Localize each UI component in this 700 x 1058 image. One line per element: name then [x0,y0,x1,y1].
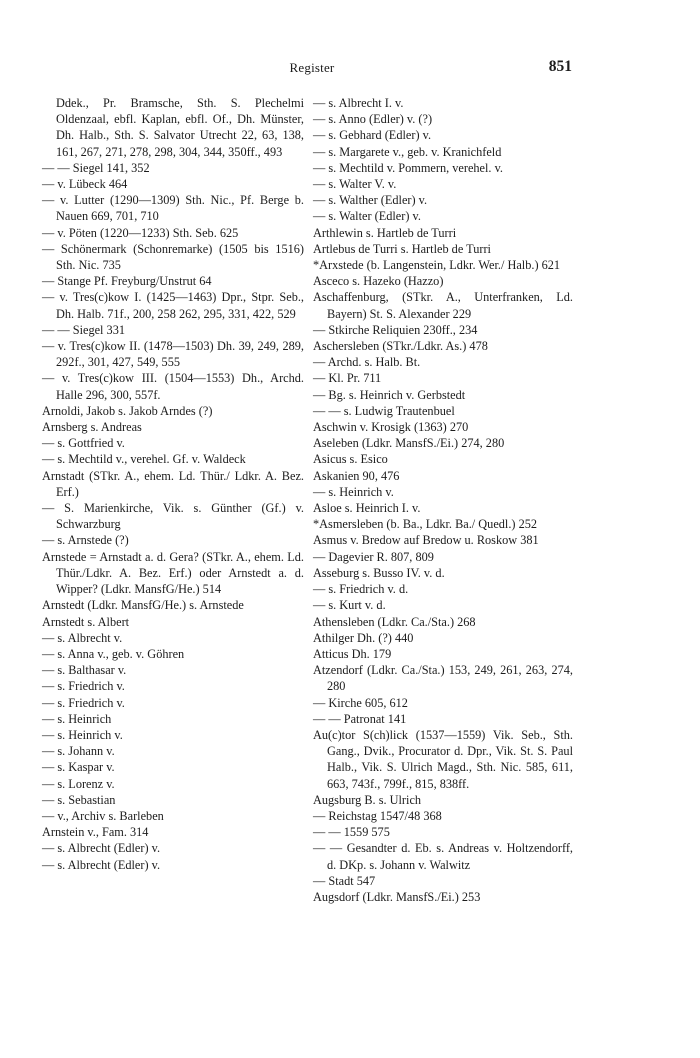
index-entry: — — 1559 575 [313,825,390,840]
index-entry: Arnstedt (Ldkr. MansfG/He.) s. Arnstede [42,598,244,613]
index-entry: — s. Friedrich v. d. [313,582,409,597]
index-entry: — s. Friedrich v. [42,695,125,710]
index-entry: Arnstede = Arnstadt a. d. Gera? (STkr. A., ehem. Ld. Thür./Ldkr. A. Bez. Erf.) oder Arnstedt a. d. Wipper? (Ldkr. MansfG/He.) 514 [42,549,304,597]
index-entry: — s. Gebhard (Edler) v. [313,128,432,143]
index-entry: Arthlewin s. Hartleb de Turri [313,225,457,240]
index-entry: — s. Walter (Edler) v. [313,209,421,224]
page-header [52,60,572,78]
index-entry: Arnstadt (STkr. A., ehem. Ld. Thür./ Ldkr. A. Bez. Erf.) [42,468,304,499]
index-entry: — s. Albrecht (Edler) v. [42,841,161,856]
index-column-right [313,95,573,905]
index-entry: — Archd. s. Halb. Bt. [313,355,421,370]
index-entry: — Kl. Pr. 711 [313,371,382,386]
index-entry: — s. Heinrich [42,711,112,726]
index-entry: — s. Walther (Edler) v. [313,193,428,208]
index-entry: — s. Balthasar v. [42,663,127,678]
index-entry: — Bg. s. Heinrich v. Gerbstedt [313,387,466,402]
index-entry: — — s. Ludwig Trautenbuel [313,403,455,418]
index-entry: — v. Tres(c)kow II. (1478—1503) Dh. 39, 249, 289, 292f., 301, 427, 549, 555 [42,339,304,370]
index-entry: — v. Tres(c)kow III. (1504—1553) Dh., Archd. Halle 296, 300, 557f. [42,371,304,402]
index-entry: — s. Anna v., geb. v. Göhren [42,646,185,661]
index-entry: Arnstein v., Fam. 314 [42,825,149,840]
index-column-left [42,95,304,873]
index-entry: Athensleben (Ldkr. Ca./Sta.) 268 [313,614,476,629]
index-entry: Arnoldi, Jakob s. Jakob Arndes (?) [42,403,213,418]
index-entry: Asicus s. Esico [313,452,388,467]
index-entry: — — Siegel 141, 352 [42,160,150,175]
index-entry: — s. Albrecht v. [42,630,123,645]
index-entry: Ddek., Pr. Bramsche, Sth. S. Plechelmi Oldenzaal, ebfl. Kaplan, ebfl. Of., Dh. Münster, Dh. Halb., Sth. S. Salvator Utrecht 22, 63, 138, 161, 267, 271, 278, 298, 304, 344, 350ff., 493 [56,96,304,159]
index-entry: — s. Friedrich v. [42,679,125,694]
index-entry: Atzendorf (Ldkr. Ca./Sta.) 153, 249, 261, 263, 274, 280 [313,663,573,694]
index-entry: Asceco s. Hazeko (Hazzo) [313,274,444,289]
index-entry: Arnsberg s. Andreas [42,420,142,435]
index-entry: Asmus v. Bredow auf Bredow u. Roskow 381 [313,533,539,548]
index-entry: — Reichstag 1547/48 368 [313,808,442,823]
index-entry: — Stadt 547 [313,873,376,888]
index-entry: — Dagevier R. 807, 809 [313,549,434,564]
index-entry: — s. Mechtild v., verehel. Gf. v. Waldeck [42,452,246,467]
index-entry: — — Patronat 141 [313,711,407,726]
index-entry: — s. Johann v. [42,744,115,759]
index-entry: — v. Lübeck 464 [42,177,128,192]
index-entry: — s. Margarete v., geb. v. Kranichfeld [313,144,502,159]
index-entry: Asseburg s. Busso IV. v. d. [313,565,445,580]
index-entry: — s. Albrecht (Edler) v. [42,857,161,872]
index-entry: — s. Kaspar v. [42,760,115,775]
index-entry: Athilger Dh. (?) 440 [313,630,414,645]
index-entry: *Asmersleben (b. Ba., Ldkr. Ba./ Quedl.) 252 [313,517,538,532]
index-entry: — v., Archiv s. Barleben [42,808,164,823]
index-entry: — s. Heinrich v. [313,484,394,499]
index-entry: Asloe s. Heinrich I. v. [313,501,421,516]
index-entry: — s. Heinrich v. [42,727,123,742]
index-entry: — s. Gottfried v. [42,436,125,451]
running-title: Register [289,60,335,75]
index-entry: — — Siegel 331 [42,322,125,337]
index-entry: Askanien 90, 476 [313,468,400,483]
index-entry: — s. Lorenz v. [42,776,115,791]
index-entry: Arnstedt s. Albert [42,614,130,629]
index-entry: Augsburg B. s. Ulrich [313,792,422,807]
index-entry: Aschwin v. Krosigk (1363) 270 [313,420,469,435]
index-entry: — — Gesandter d. Eb. s. Andreas v. Holtzendorff, d. DKp. s. Johann v. Walwitz [313,841,573,872]
index-entry: Aseleben (Ldkr. MansfS./Ei.) 274, 280 [313,436,505,451]
index-entry: Aschaffenburg, (STkr. A., Unterfranken, Ld. Bayern) St. S. Alexander 229 [313,290,573,321]
index-entry: — Stange Pf. Freyburg/Unstrut 64 [42,274,212,289]
index-entry: — Kirche 605, 612 [313,695,408,710]
index-entry: — s. Kurt v. d. [313,598,386,613]
index-entry: — Stkirche Reliquien 230ff., 234 [313,322,478,337]
index-entry: Au(c)tor S(ch)lick (1537—1559) Vik. Seb., Sth. Gang., Dvik., Procurator d. Dpr., Vik. St. S. Paul Halb., Vik. S. Ulrich Magd., Sth. Nic. 585, 611, 663, 743f., 799f., 815, 838ff. [313,727,573,791]
index-entry: Atticus Dh. 179 [313,646,392,661]
index-entry: — s. Albrecht I. v. [313,96,404,110]
index-entry: — v. Lutter (1290—1309) Sth. Nic., Pf. Berge b. Nauen 669, 701, 710 [42,193,304,224]
page-number: 851 [548,58,572,75]
index-entry: Artlebus de Turri s. Hartleb de Turri [313,241,491,256]
index-entry: — s. Sebastian [42,792,116,807]
index-entry: — s. Arnstede (?) [42,533,129,548]
index-entry: Aschersleben (STkr./Ldkr. As.) 478 [313,339,488,354]
index-entry: — s. Walter V. v. [313,177,397,192]
index-entry: — s. Anno (Edler) v. (?) [313,112,433,127]
index-entry: Augsdorf (Ldkr. MansfS./Ei.) 253 [313,889,481,904]
index-entry: — v. Tres(c)kow I. (1425—1463) Dpr., Stpr. Seb., Dh. Halb. 71f., 200, 258 262, 295, 331, 422, 529 [42,290,304,321]
index-entry: — s. Mechtild v. Pommern, verehel. v. [313,160,503,175]
index-entry: — S. Marienkirche, Vik. s. Günther (Gf.) v. Schwarzburg [42,501,304,532]
index-entry: — v. Pöten (1220—1233) Sth. Seb. 625 [42,225,239,240]
index-entry: *Arxstede (b. Langenstein, Ldkr. Wer./ Halb.) 621 [313,258,561,273]
index-entry: — Schönermark (Schonremarke) (1505 bis 1516) Sth. Nic. 735 [42,241,304,273]
